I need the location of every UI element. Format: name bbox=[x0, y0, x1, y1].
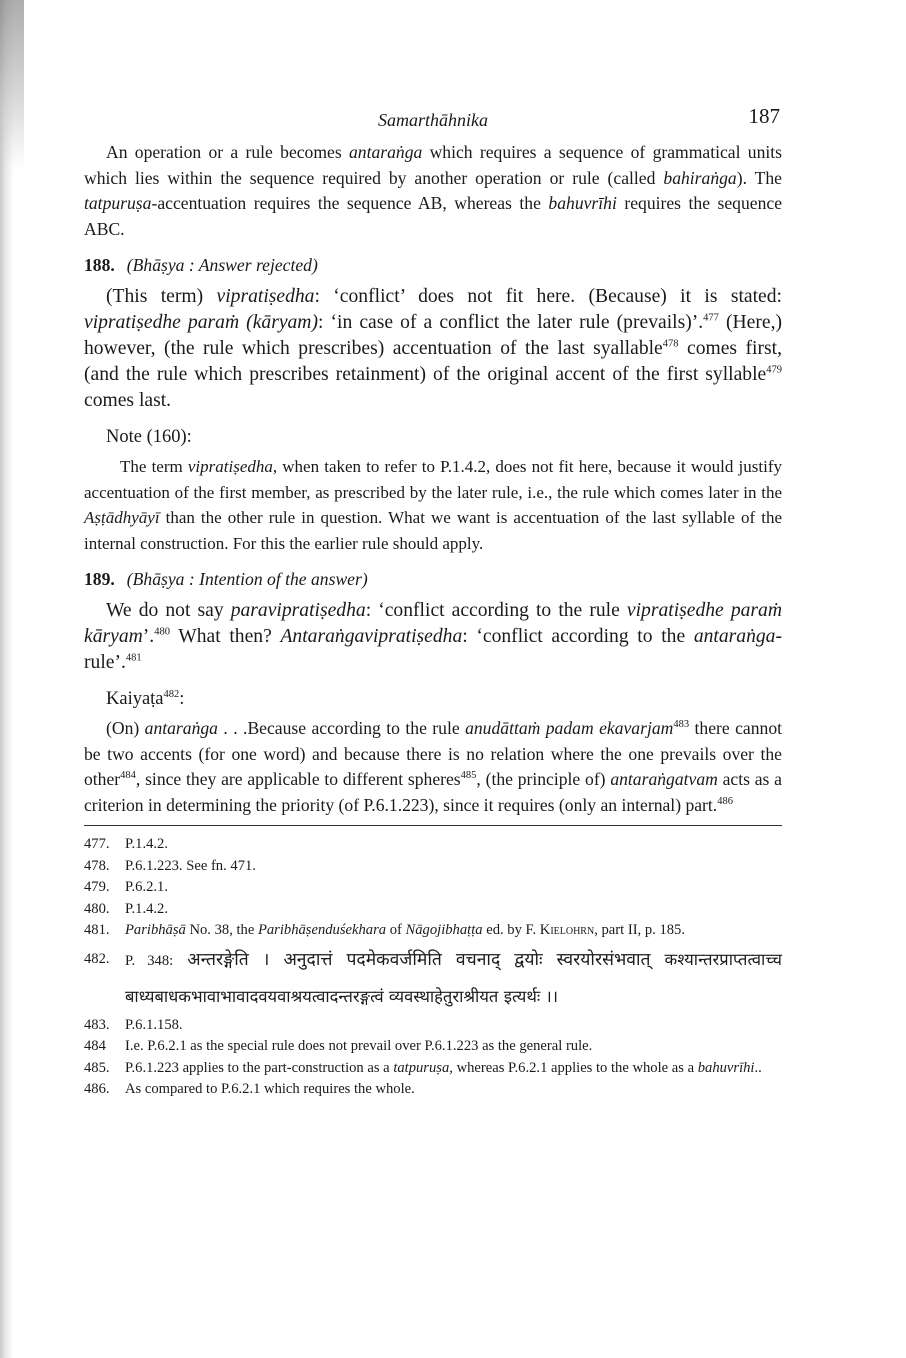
text: , when taken to refer to P.1.4.2, does not fit here, because it would justify accentuation of the first member, as prescribed by the later rule, i.e., the rule which comes later in the bbox=[84, 457, 782, 502]
text: than the other rule in question. What we want is accentuation of the last syllable of the internal construction. For this the earlier rule should apply. bbox=[84, 508, 782, 553]
text: What then? bbox=[169, 626, 281, 648]
footnote-rule bbox=[84, 825, 782, 826]
footnote-text: P.6.1.223. See fn. 471. bbox=[125, 857, 256, 874]
footnote-number: 480. bbox=[84, 900, 110, 917]
paragraph-antaranga-definition bbox=[84, 140, 782, 242]
footnote-ref[interactable]: 485 bbox=[460, 770, 477, 782]
footnote-text: I.e. P.6.2.1 as the special rule does not prevail over P.6.1.223 as the general rule. bbox=[125, 1038, 593, 1055]
note-label: Note (160): bbox=[106, 427, 192, 447]
text: .. bbox=[754, 1059, 762, 1076]
text: , (the principle of) bbox=[476, 769, 611, 790]
term: antaraṅga bbox=[693, 626, 776, 648]
section-number: 188. bbox=[84, 255, 115, 275]
text: comes first, (and the rule which prescribes retainment) of the original accent of the first syllable bbox=[84, 338, 782, 385]
quote-sanskrit: vipratiṣedhe paraṁ (kāryam) bbox=[84, 312, 318, 333]
term: paravipratiṣedha bbox=[230, 600, 366, 622]
footnote-478 bbox=[84, 856, 782, 878]
text: , part II, p. 185. bbox=[594, 922, 685, 939]
term: vipratiṣedha bbox=[187, 457, 273, 476]
footnote-480 bbox=[84, 899, 782, 921]
term: antaraṅga bbox=[348, 142, 423, 162]
footnote-number: 483. bbox=[84, 1016, 110, 1033]
text: : ‘conflict’ does not fit here. (Because) it is stated: bbox=[314, 286, 782, 307]
text: ed. by F. bbox=[482, 922, 540, 939]
devanagari-quote: कश्यान्तरप्राप्तत्वाच्च बाध्यबाधकभावाभावादवयवाश्रयत्वादन्तरङ्गत्वं व्यवस्थाहेतुराश्रीयत bbox=[125, 949, 782, 1006]
term: tatpuruṣa, bbox=[393, 1059, 453, 1076]
footnote-number: 482. bbox=[84, 950, 110, 967]
footnote-text: As compared to P.6.2.1 which requires the whole. bbox=[125, 1081, 415, 1098]
footnote-481 bbox=[84, 920, 782, 942]
footnote-477 bbox=[84, 834, 782, 856]
text: No. 38, the bbox=[185, 922, 258, 939]
text: of bbox=[386, 922, 406, 939]
note-160-body bbox=[84, 454, 782, 556]
section-title: (Bhāṣya : Answer rejected) bbox=[126, 255, 318, 275]
term: Nāgojibhaṭṭa bbox=[405, 922, 483, 939]
text: P.6.1.223 applies to the part-construction as a bbox=[125, 1059, 394, 1076]
text: We do not say bbox=[106, 600, 231, 622]
footnote-text: P.1.4.2. bbox=[125, 900, 168, 917]
scan-edge-mark bbox=[0, 0, 24, 170]
section-title: (Bhāṣya : Intention of the answer) bbox=[126, 569, 368, 590]
footnote-number: 481. bbox=[84, 922, 110, 939]
footnote-482 bbox=[84, 942, 782, 1015]
section-number: 189. bbox=[84, 569, 115, 590]
text: whereas P.6.2.1 applies to the whole as a bbox=[452, 1059, 698, 1076]
footnote-ref[interactable]: 486 bbox=[717, 796, 733, 808]
footnote-number: 484 bbox=[84, 1038, 106, 1055]
footnote-text: P.1.4.2. bbox=[125, 836, 168, 853]
text: ). The bbox=[736, 167, 782, 188]
footnote-text bbox=[125, 1058, 782, 1080]
page-header bbox=[84, 104, 782, 140]
term: tatpuruṣa bbox=[84, 193, 152, 213]
footnote-number: 477. bbox=[84, 836, 110, 853]
text: An operation or a rule becomes bbox=[106, 142, 349, 162]
quote-sanskrit: anudāttaṁ padam ekavarjam bbox=[465, 718, 674, 739]
footnote-ref[interactable]: 481 bbox=[125, 652, 142, 664]
footnotes bbox=[84, 834, 782, 1101]
text: Kaiyaṭa bbox=[106, 689, 164, 710]
text: (On) bbox=[106, 718, 145, 739]
text: : ‘in case of a conflict the later rule (prevails)’. bbox=[318, 312, 704, 333]
page-number: 187 bbox=[748, 104, 780, 128]
term: vipratiṣedha bbox=[216, 286, 315, 307]
kaiyata-body bbox=[84, 716, 782, 818]
text: which requires a sequence of grammatical units which lies within the sequence required by another operation or rule (called bbox=[84, 142, 782, 188]
paragraph-189 bbox=[84, 598, 782, 676]
term: Antaraṅgavipratiṣedha bbox=[280, 626, 463, 648]
running-title: Samarthāhnika bbox=[378, 110, 488, 130]
footnote-text bbox=[125, 942, 782, 1015]
page-body bbox=[84, 104, 782, 1101]
term: bahiraṅga bbox=[663, 167, 737, 188]
term: bahuvrīhi bbox=[697, 1059, 755, 1076]
footnote-ref[interactable]: 479 bbox=[766, 364, 782, 376]
footnote-text bbox=[125, 920, 782, 942]
text: P. 348: bbox=[125, 952, 174, 969]
term: Paribhāṣenduśekhara bbox=[257, 922, 387, 939]
text: . . .Because according to the rule bbox=[217, 718, 466, 739]
text: requires the sequence ABC. bbox=[84, 193, 782, 239]
footnote-ref[interactable]: 483 bbox=[673, 719, 690, 731]
text: : bbox=[179, 689, 185, 710]
text: , since they are applicable to different spheres bbox=[135, 769, 461, 790]
footnote-number: 486. bbox=[84, 1081, 110, 1098]
text: (This term) bbox=[106, 286, 217, 307]
footnote-486 bbox=[84, 1079, 782, 1101]
scan-edge-shadow bbox=[0, 0, 14, 1358]
section-heading-189 bbox=[84, 567, 782, 592]
devanagari-quote: इत्यर्थः ।। bbox=[503, 986, 558, 1006]
quote-sanskrit: vipratiṣedhe paraṁ kāryam bbox=[84, 600, 782, 648]
footnote-485 bbox=[84, 1058, 782, 1080]
text: The term bbox=[120, 457, 188, 476]
footnote-479 bbox=[84, 877, 782, 899]
footnote-ref[interactable]: 482 bbox=[163, 689, 180, 701]
footnote-ref[interactable]: 477 bbox=[703, 312, 719, 324]
footnote-ref[interactable]: 484 bbox=[120, 770, 136, 782]
footnote-ref[interactable]: 480 bbox=[154, 626, 170, 638]
text: ’. bbox=[142, 626, 155, 648]
term: bahuvrīhi bbox=[548, 193, 617, 213]
devanagari-quote: अन्तरङ्गेति । अनुदात्तं पदमेकवर्जमिति वचनाद् द्वयोः स्वरयोरसंभवात् bbox=[187, 949, 651, 970]
term: Aṣṭādhyāyī bbox=[84, 508, 160, 528]
kaiyata-label bbox=[106, 686, 782, 712]
footnote-text: P.6.2.1. bbox=[125, 879, 168, 896]
author-name: Kielohrn bbox=[539, 922, 595, 939]
section-heading-188 bbox=[84, 253, 782, 278]
footnote-text: P.6.1.158. bbox=[125, 1016, 183, 1033]
text: there cannot be two accents (for one word) and because there is no relation where the one prevails over the other bbox=[84, 718, 782, 790]
footnote-ref[interactable]: 478 bbox=[662, 338, 679, 350]
text: (Here,) however, (the rule which prescribes) accentuation of the last syallable bbox=[84, 312, 783, 359]
text: acts as a criterion in determining the priority (of P.6.1.223), since it requires (only an internal) part. bbox=[84, 769, 782, 815]
footnote-484 bbox=[84, 1036, 782, 1058]
footnote-number: 478. bbox=[84, 857, 110, 874]
term: antaraṅgatvam bbox=[610, 769, 718, 790]
term: antaraṅga bbox=[144, 718, 218, 739]
text: : ‘conflict according to the bbox=[462, 626, 694, 648]
text: comes last. bbox=[84, 390, 172, 411]
paragraph-188 bbox=[84, 284, 782, 414]
text: -accentuation requires the sequence AB, whereas the bbox=[151, 193, 549, 213]
text: -rule’. bbox=[84, 626, 783, 674]
text: : ‘conflict according to the rule bbox=[365, 600, 627, 622]
footnote-number: 479. bbox=[84, 879, 110, 896]
term: Paribhāṣā bbox=[125, 922, 186, 939]
footnote-number: 485. bbox=[84, 1059, 110, 1076]
footnote-483 bbox=[84, 1015, 782, 1037]
